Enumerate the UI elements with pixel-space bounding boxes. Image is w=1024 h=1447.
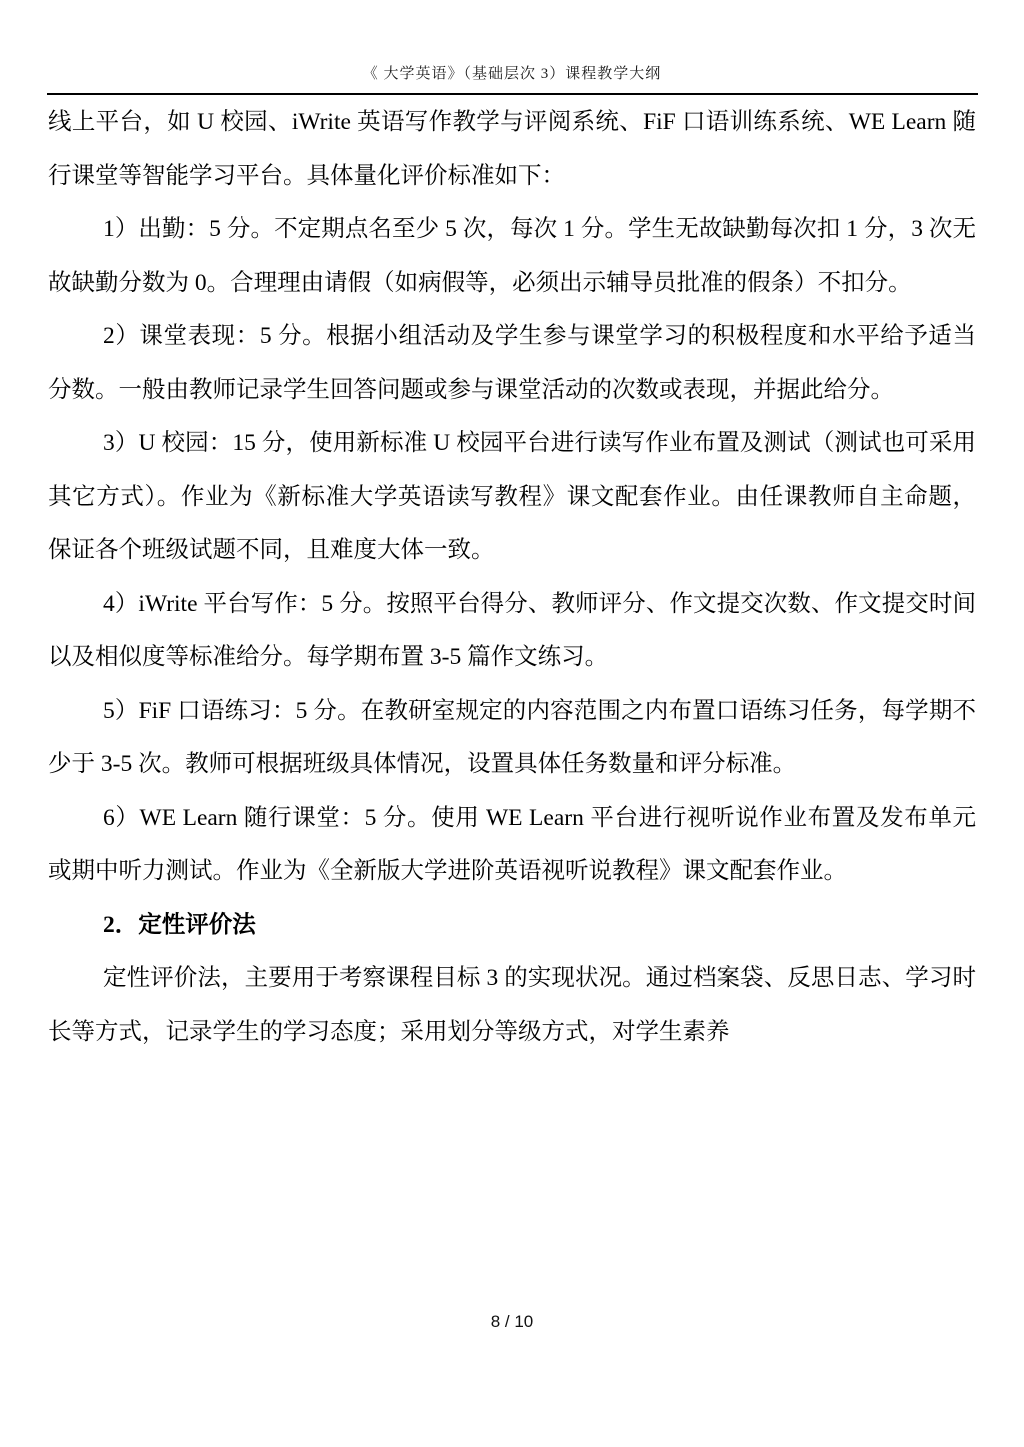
section-heading-qualitative-evaluation: 2．定性评价法: [103, 911, 256, 938]
paragraph-item-6-we-learn: 6）WE Learn 随行课堂：5 分。使用 WE Learn 平台进行视听说作业布置及发布单元或期中听力测试。作业为《全新版大学进阶英语视听说教程》课文配套作业。: [48, 804, 976, 884]
paragraph-item-1-attendance: 1）出勤：5 分。不定期点名至少 5 次，每次 1 分。学生无故缺勤每次扣 1 分，3 次无故缺勤分数为 0。合理理由请假（如病假等，必须出示辅导员批准的假条）不扣分。: [48, 216, 976, 296]
paragraph-item-5-fif: 5）FiF 口语练习：5 分。在教研室规定的内容范围之内布置口语练习任务，每学期不少于 3-5 次。教师可根据班级具体情况，设置具体任务数量和评分标准。: [48, 697, 976, 777]
paragraph-item-2-class-performance: 2）课堂表现：5 分。根据小组活动及学生参与课堂学习的积极程度和水平给予适当分数。一般由教师记录学生回答问题或参与课堂活动的次数或表现，并据此给分。: [48, 323, 976, 403]
page-footer: [0, 1312, 1024, 1332]
document-body: [48, 96, 976, 1059]
page-number: 8 / 10: [490, 1312, 534, 1331]
paragraph-item-4-iwrite: 4）iWrite 平台写作：5 分。按照平台得分、教师评分、作文提交次数、作文提交时间以及相似度等标准给分。每学期布置 3-5 篇作文练习。: [48, 590, 976, 670]
header-rule: [47, 93, 978, 95]
paragraph-qualitative-description: 定性评价法，主要用于考察课程目标 3 的实现状况。通过档案袋、反思日志、学习时长等方式，记录学生的学习态度；采用划分等级方式，对学生素养: [48, 965, 976, 1045]
paragraph-intro: 线上平台，如 U 校园、iWrite 英语写作教学与评阅系统、FiF 口语训练系统、WE Learn 随行课堂等智能学习平台。具体量化评价标准如下：: [48, 109, 976, 189]
header-title: 《 大学英语》（基础层次 3）课程教学大纲: [362, 66, 662, 82]
paragraph-item-3-u-campus: 3）U 校园：15 分，使用新标准 U 校园平台进行读写作业布置及测试（测试也可采用其它方式）。作业为《新标准大学英语读写教程》课文配套作业。由任课教师自主命题，保证各个班级试题不同，且难度大体一致。: [48, 430, 976, 563]
